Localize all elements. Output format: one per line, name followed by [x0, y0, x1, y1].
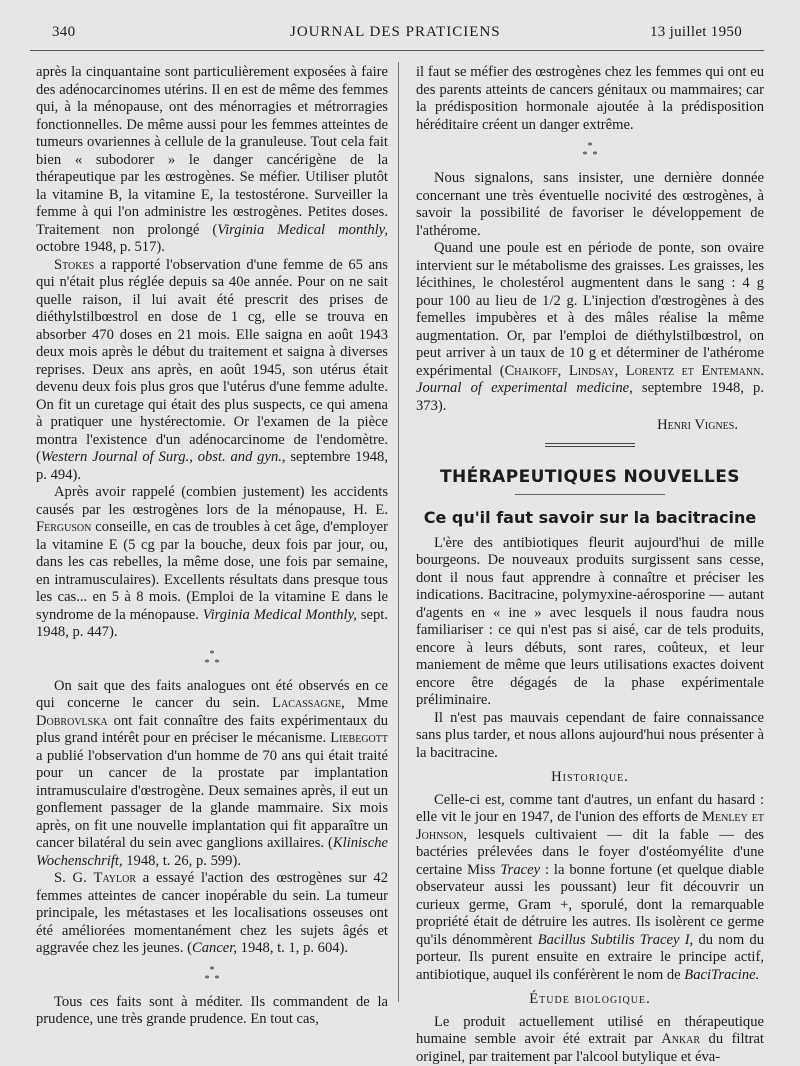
author-name: Liebegott — [330, 730, 388, 746]
reference: Virginia Medical Monthly, — [203, 607, 357, 623]
subheading-historique: Historique. — [416, 769, 764, 787]
paragraph: après la cinquantaine sont particulièrement exposées à faire des adénocarcinomes utérins. Il en est de même des femmes qui, à la ménopause, ont des ménorragies et métrorragies fonctionnelles. De même aussi pour les femmes atteintes de tumeurs ovariennes à cellule de la granuleuse. Tout cela fait bien « subodorer » le danger cancérigène de la thérapeutique par les œstrogènes. Se méfier. Utiliser plutôt la vitamine B, la vitamine E, la testostérone. Surveiller la femme à qui l'on administre les œstrogènes. Petites doses. Traitement non prolongé (Virginia Medical monthly, octobre 1948, p. 517). — [36, 64, 388, 257]
person-name: Tracey — [500, 862, 540, 878]
page-number: 340 — [52, 24, 75, 41]
issue-date: 13 juillet 1950 — [650, 24, 742, 41]
right-column — [416, 64, 764, 1066]
paragraph: Après avoir rappelé (combien justement) les accidents causés par les œstrogènes lors de la ménopause, H. E. Ferguson conseille, en cas de troubles à cet âge, d'employer la vitamine E (5 cg par la bouche, deux fois par jour, ou, dans les cas rebelles, la même dose, une fois par semaine, en intramusculaires). Excellents résultats dans presque tous les cas... en 5 à 8 mois. (Emploi de la vitamine E dans le syndrome de la ménopause. Virginia Medical Monthly, sept. 1948, p. 447). — [36, 484, 388, 642]
paragraph: Quand une poule est en période de ponte, son ovaire intervient sur le métabolisme des graisses. Les graisses, les lécithines, le cholestérol augmentent dans le sang : 4 g pour 100 au lieu de 1/2 g. L'injection d'œstrogènes à des femelles impubères et à des mâles réalise la même augmentation. Or, par l'emploi de diéthylstilbœstrol, on peut arriver à un taux de 10 g et déterminer de l'athérome expérimental (Chaikoff, Lindsay, Lorentz et Entemann. Journal of experimental medicine, septembre 1948, p. 373). — [416, 240, 764, 415]
paragraph: Nous signalons, sans insister, une dernière donnée concernant une très éventuelle nocivité des œstrogènes, à savoir la possibilité de favoriser le développement de l'athérome. — [416, 170, 764, 240]
paragraph: L'ère des antibiotiques fleurit aujourd'hui de mille bourgeons. De nouveaux produits surgissent sans cesse, dont il nous faut apprendre à connaître et préciser les indications. Bacitracine, polymyxine-aérosporine — autant d'agents en « ine » avec lesquels il nous faudra nous familiariser : ce qui n'est pas si aisé, car de tels produits, encore à leurs débuts, sont rares, coûteux, et leur maniement de même que leurs utilisations exactes doivent encore être dégagés de la phase expérimentale préliminaire. — [416, 535, 764, 710]
paragraph: il faut se méfier des œstrogènes chez les femmes qui ont eu des parents atteints de cancers génitaux ou mammaires; car la prédisposition hormonale ajoutée à la prédisposition héréditaire créent un danger extrême. — [416, 64, 764, 134]
author-signature: Henri Vignes. — [416, 417, 764, 435]
paragraph: On sait que des faits analogues ont été observés en ce qui concerne le cancer du sein. Lacassagne, Mme Dobrovlska ont fait connaître des faits expérimentaux du plus grand intérêt pour en préciser le mécanisme. Liebegott a publié l'observation d'un homme de 70 ans qui était traité pour un cancer de la prostate par implantation intramusculaire d'œstrogène. Deux semaines après, il eut un gonflement passager de la glande mammaire. Six mois après, on fit une nouvelle implantation qui fit apparaître un cancer bilatéral du sein avec ganglions axillaires. (Klinische Wochenschrift, 1948, t. 26, p. 599). — [36, 678, 388, 871]
reference: Klinische Wochenschrift, — [36, 835, 388, 869]
author-name: Taylor — [94, 870, 136, 886]
germ-name: Bacillus Subtilis Tracey I, — [538, 932, 694, 948]
author-names: Menley et Johnson — [416, 809, 764, 843]
drug-name: BaciTracine. — [684, 967, 759, 983]
author-name: Lacassagne — [272, 695, 341, 711]
column-divider — [398, 62, 399, 1002]
section-break-asterisks: * * * — [416, 142, 764, 160]
left-column — [36, 64, 388, 1029]
reference: Journal of experimental medicine, — [416, 380, 633, 396]
author-name: Ferguson — [36, 519, 91, 535]
journal-title: JOURNAL DES PRATICIENS — [290, 24, 501, 41]
separator-rule — [545, 443, 635, 447]
author-name: Ankar — [661, 1031, 700, 1047]
section-break-asterisks: * * * — [36, 650, 388, 668]
reference: Cancer, — [192, 940, 237, 956]
reference: Western Journal of Surg., obst. and gyn., — [41, 449, 286, 465]
header-rule — [30, 50, 764, 51]
reference: Virginia Medical monthly, — [217, 222, 388, 238]
article-title: Ce qu'il faut savoir sur la bacitracine — [416, 509, 764, 527]
section-title-rule — [515, 494, 665, 495]
section-title: THÉRAPEUTIQUES NOUVELLES — [416, 469, 764, 487]
paragraph: Celle-ci est, comme tant d'autres, un enfant du hasard : elle vit le jour en 1947, de l'union des efforts de Menley et Johnson, lesquels cultivaient — dit la fable — des bactéries prélevées dans le foyer d'ostéomyélite d'une certaine Miss Tracey : la bonne fortune (et quelque diable observateur aussi les poussant) leur fit découvrir un curieux germe, Gram +, sporulé, dont la remarquable propriété était de détruire les autres. Ils isolèrent ce germe qu'ils dénommèrent Bacillus Subtilis Tracey I, du nom du porteur. Ils purent ensuite en extraire le principe actif, antibiotique, auquel ils conférèrent le nom de BaciTracine. — [416, 792, 764, 985]
paragraph: Il n'est pas mauvais cependant de faire connaissance sans plus tarder, et nous allons aujourd'hui nous présenter à la bacitracine. — [416, 710, 764, 763]
paragraph: S. G. Taylor a essayé l'action des œstrogènes sur 42 femmes atteintes de cancer inopérable du sein. La tumeur principale, les métastases et les localisations osseuses ont été améliorées momentanément chez les sujets âgés et aggravée chez les jeunes. (Cancer, 1948, t. 1, p. 604). — [36, 870, 388, 958]
paragraph: Le produit actuellement utilisé en thérapeutique humaine semble avoir été extrait par Ankar du filtrat originel, par traitement par l'alcool butylique et éva- — [416, 1014, 764, 1066]
paragraph: Stokes a rapporté l'observation d'une femme de 65 ans qui n'était plus réglée depuis sa 40e année. Pour on ne sait quelle raison, il lui avait été prescrit des prises de diéthylstilbœstrol en dose de 1 cg, elle se trouva en absorber 470 doses en 21 mois. Elle saigna en août 1943 deux mois après le début du traitement et saigna à diverses reprises. Deux ans après, en août 1945, son utérus était devenu deux fois plus gros que l'utérus d'une femme adulte. On fit un curetage qui était des plus suspects, ce qui amena à pratiquer une hystérectomie. Or l'examen de la pièce montra l'existence d'un adénocarcinome de l'endomètre. (Western Journal of Surg., obst. and gyn., septembre 1948, p. 494). — [36, 257, 388, 485]
author-name: Stokes — [54, 257, 94, 273]
author-name: Dobrovlska — [36, 713, 108, 729]
running-header — [52, 24, 742, 46]
paragraph: Tous ces faits sont à méditer. Ils commandent de la prudence, une très grande prudence. En tout cas, — [36, 994, 388, 1029]
author-names: Chaikoff, Lindsay, Lorentz et Entemann. — [505, 363, 764, 379]
subheading-etude-biologique: Étude biologique. — [416, 991, 764, 1009]
section-break-asterisks: * * * — [36, 966, 388, 984]
